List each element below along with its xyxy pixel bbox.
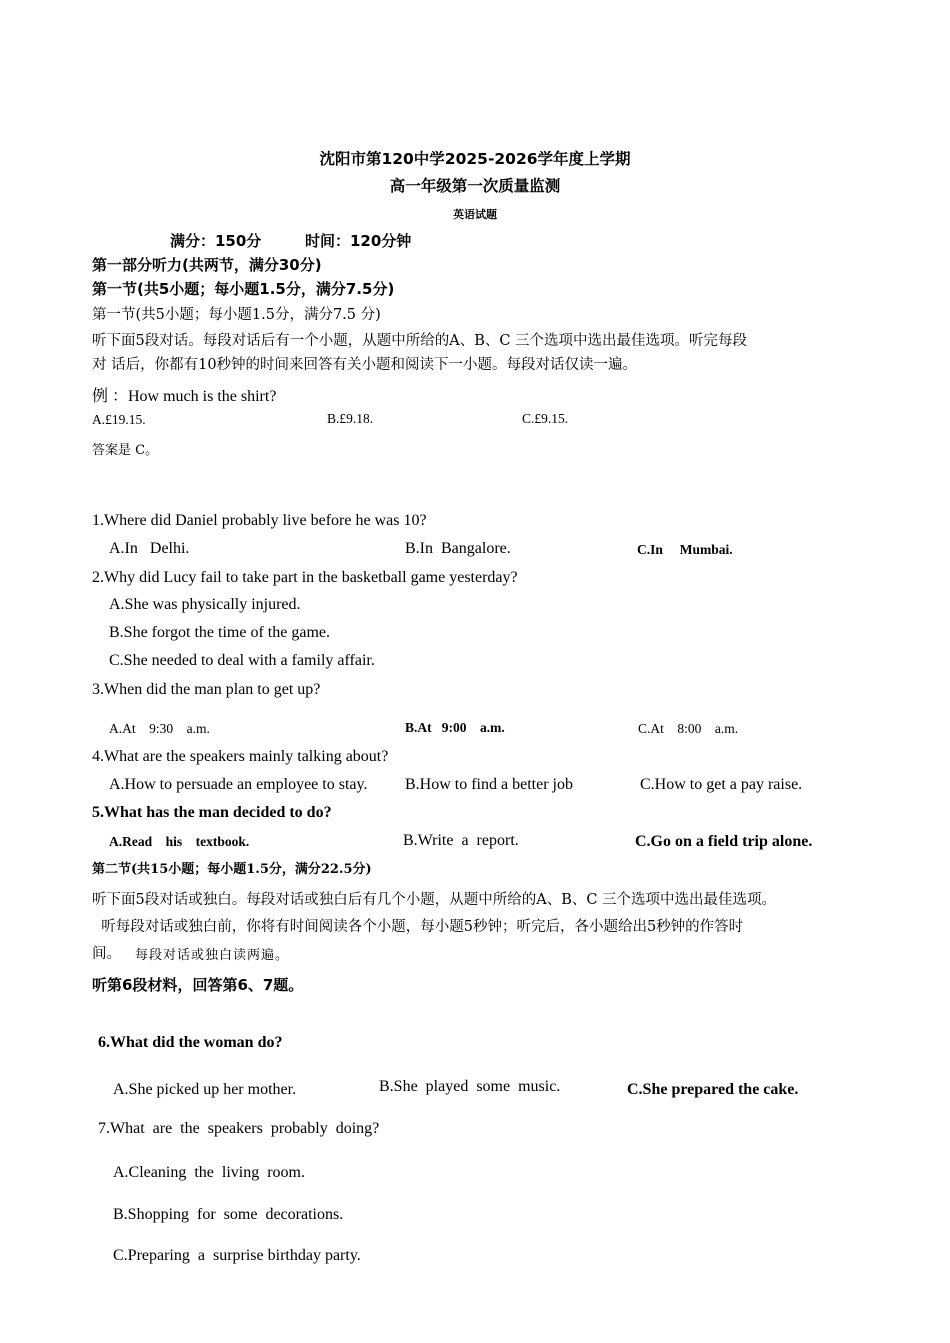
time-info: 时间：120分钟 (305, 232, 412, 250)
example-question: 例 ：How much is the shirt? (92, 388, 277, 405)
q2-option-b: B.She forgot the time of the game. (109, 624, 330, 641)
school-title: 沈阳市第120中学2025-2026学年度上学期 (319, 150, 631, 168)
q6-option-c: C.She prepared the cake. (627, 1081, 799, 1098)
q7-option-c: C.Preparing a surprise birthday party. (113, 1247, 361, 1264)
question-5: 5.What has the man decided to do? (92, 804, 332, 821)
q3-option-c: C.At 8:00 a.m. (638, 721, 739, 736)
subject-title: 英语试题 (453, 208, 497, 221)
q3-option-b: B.At 9:00 a.m. (405, 720, 505, 735)
section2-title: 第二节(共15小题；每小题1.5分，满分22.5分) (92, 862, 372, 877)
q7-option-a: A.Cleaning the living room. (113, 1164, 305, 1181)
q4-option-c: C.How to get a pay raise. (640, 776, 803, 793)
score-info: 满分：150分 (170, 232, 262, 250)
question-4: 4.What are the speakers mainly talking about? (92, 748, 389, 765)
q5-option-a: A.Read his textbook. (109, 834, 250, 849)
question-6: 6.What did the woman do? (98, 1034, 283, 1051)
section1-instruction-line1: 听下面5段对话。每段对话后有一个小题，从题中所给的A、B、C 三个选项中选出最佳选项。听完每段 (92, 333, 748, 349)
section1-title-bold: 第一节(共5小题；每小题1.5分，满分7.5分) (92, 280, 395, 298)
exam-title: 高一年级第一次质量监测 (389, 177, 561, 195)
q3-option-a: A.At 9:30 a.m. (109, 721, 210, 736)
question-3: 3.When did the man plan to get up? (92, 681, 321, 698)
q6-option-a: A.She picked up her mother. (113, 1081, 297, 1098)
section2-instruction-line3b: 每段对话或独白读两遍。 (135, 948, 290, 963)
section1-instruction-line2: 对 话后，你都有10秒钟的时间来回答有关小题和阅读下一小题。每段对话仅读一遍。 (92, 357, 638, 373)
section2-instruction-line1: 听下面5段对话或独白。每段对话或独白后有几个小题，从题中所给的A、B、C 三个选项中选出最佳选项。 (92, 892, 777, 908)
q2-option-a: A.She was physically injured. (109, 596, 301, 613)
section1-title-plain: 第一节(共5小题；每小题1.5分，满分7.5 分) (92, 307, 381, 323)
q1-option-a: A.In Delhi. (109, 540, 190, 557)
q4-option-a: A.How to persuade an employee to stay. (109, 776, 368, 793)
q1-option-c: C.In Mumbai. (637, 542, 733, 557)
question-7: 7.What are the speakers probably doing? (98, 1120, 380, 1137)
example-option-a: A.£19.15. (92, 412, 146, 427)
question-2: 2.Why did Lucy fail to take part in the basketball game yesterday? (92, 569, 518, 586)
q4-option-b: B.How to find a better job (405, 776, 573, 793)
q2-option-c: C.She needed to deal with a family affair. (109, 652, 375, 669)
part1-title: 第一部分听力(共两节，满分30分) (92, 256, 322, 274)
q1-option-b: B.In Bangalore. (405, 540, 511, 557)
section2-instruction-line2: 听每段对话或独白前，你将有时间阅读各个小题，每小题5秒钟；听完后，各小题给出5秒钟的作答时 (92, 919, 744, 935)
section2-instruction-line3: 间。 (92, 946, 121, 962)
example-option-b: B.£9.18. (327, 411, 374, 426)
question-1: 1.Where did Daniel probably live before he was 10? (92, 512, 427, 529)
material-6-heading: 听第6段材料，回答第6、7题。 (92, 976, 304, 994)
q5-option-b: B.Write a report. (403, 832, 519, 849)
example-option-c: C.£9.15. (522, 411, 569, 426)
q5-option-c: C.Go on a field trip alone. (635, 833, 813, 850)
q6-option-b: B.She played some music. (379, 1078, 561, 1095)
example-answer: 答案是 C。 (92, 443, 159, 458)
q7-option-b: B.Shopping for some decorations. (113, 1206, 344, 1223)
